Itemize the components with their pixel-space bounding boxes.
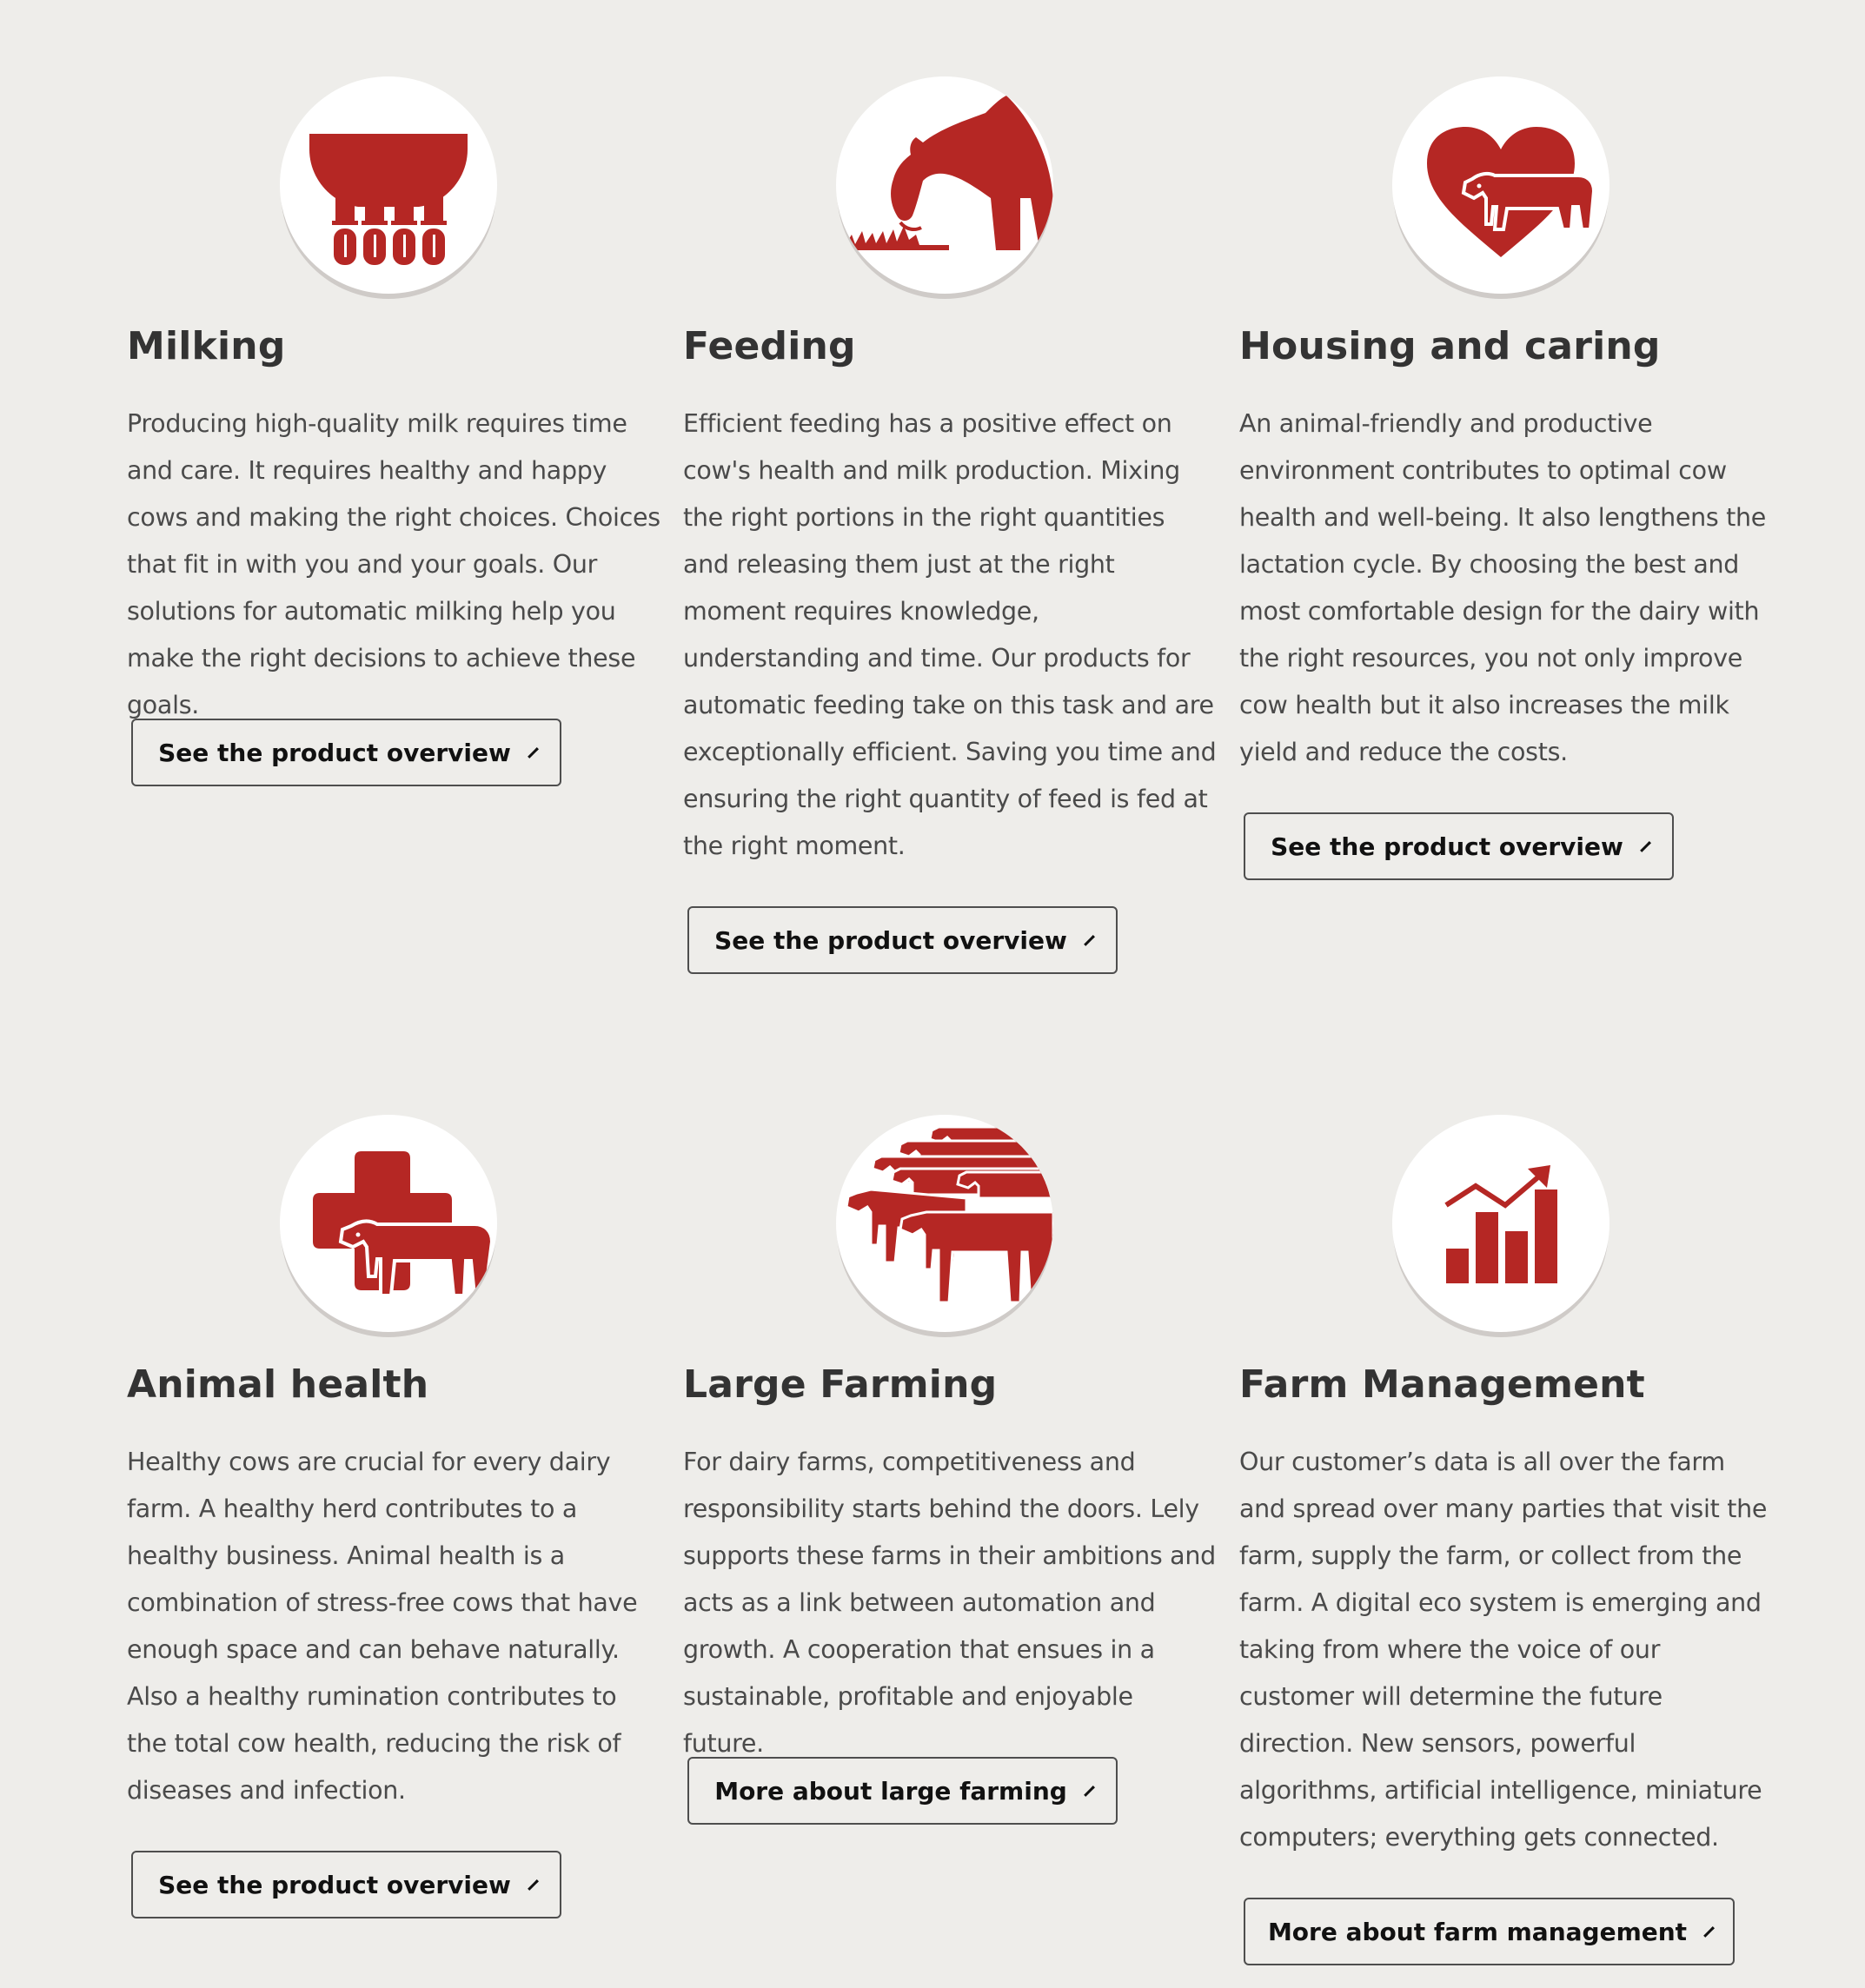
chevron-right-icon [528, 1879, 539, 1891]
product-overview-button[interactable] [687, 906, 1118, 974]
button-label: More about large farming [714, 1776, 1067, 1806]
card-title: Large Farming [683, 1362, 998, 1407]
card-title: Housing and caring [1239, 324, 1661, 368]
chevron-right-icon [1703, 1926, 1715, 1938]
card-description: Healthy cows are crucial for every dairy farm. A healthy herd contributes to a healthy business. Animal health is a combination of stress-free cows that have enough space and can behave naturally. Also a healthy rumination contributes to the total cow health, reducing the risk of diseases and infection. [127, 1448, 638, 1805]
milking-cluster-icon [280, 76, 497, 294]
chevron-right-icon [528, 747, 539, 759]
chevron-right-icon [1084, 1786, 1095, 1797]
button-label: See the product overview [1271, 832, 1623, 861]
chevron-right-icon [1640, 841, 1651, 852]
product-overview-button[interactable] [131, 1851, 561, 1918]
product-overview-button[interactable] [1244, 812, 1674, 880]
card-title: Feeding [683, 324, 856, 368]
button-label: See the product overview [158, 1870, 511, 1899]
large-farming-button[interactable] [687, 1757, 1118, 1825]
card-description: Efficient feeding has a positive effect on cow's health and milk production. Mixing the right portions in the right quantities and releasing them just at the right moment requires knowledge, understanding and time. Our products for automatic feeding take on this task and are exceptionally efficient. Saving you time and ensuring the right quantity of feed is fed at the right moment. [683, 409, 1217, 860]
cow-herd-icon [836, 1115, 1053, 1332]
chevron-right-icon [1084, 935, 1095, 946]
card-title: Farm Management [1239, 1362, 1645, 1407]
card-title: Milking [127, 324, 286, 368]
product-overview-button[interactable] [131, 719, 561, 786]
heart-cow-icon [1392, 76, 1609, 294]
medical-cross-cow-icon [280, 1115, 497, 1332]
card-description: An animal-friendly and productive environment contributes to optimal cow health and well-being. It also lengthens the lactation cycle. By choosing the best and most comfortable design for the dairy with the right resources, you not only improve cow health but it also increases the milk yield and reduce the costs. [1239, 409, 1767, 766]
button-label: See the product overview [158, 738, 511, 767]
button-label: More about farm management [1267, 1917, 1688, 1946]
button-label: See the product overview [714, 925, 1067, 955]
card-description: Producing high-quality milk requires time and care. It requires healthy and happy cows and making the right choices. Choices that fit in with you and your goals. Our solutions for automatic milking help you make the right decisions to achieve these goals. [127, 409, 660, 719]
cow-eating-icon [836, 76, 1053, 294]
card-title: Animal health [127, 1362, 429, 1407]
farm-management-button[interactable] [1244, 1898, 1735, 1965]
card-description: Our customer’s data is all over the farm and spread over many parties that visit the farm, supply the farm, or collect from the farm. A digital eco system is emerging and taking from where the voice of our customer will determine the future direction. New sensors, powerful algorithms, artificial intelligence, miniature computers; everything gets connected. [1239, 1448, 1768, 1852]
card-description: For dairy farms, competitiveness and responsibility starts behind the doors. Lely supports these farms in their ambitions and acts as a link between automation and growth. A cooperation that ensues in a sustainable, profitable and enjoyable future. [683, 1448, 1216, 1758]
growth-chart-icon [1392, 1115, 1609, 1332]
